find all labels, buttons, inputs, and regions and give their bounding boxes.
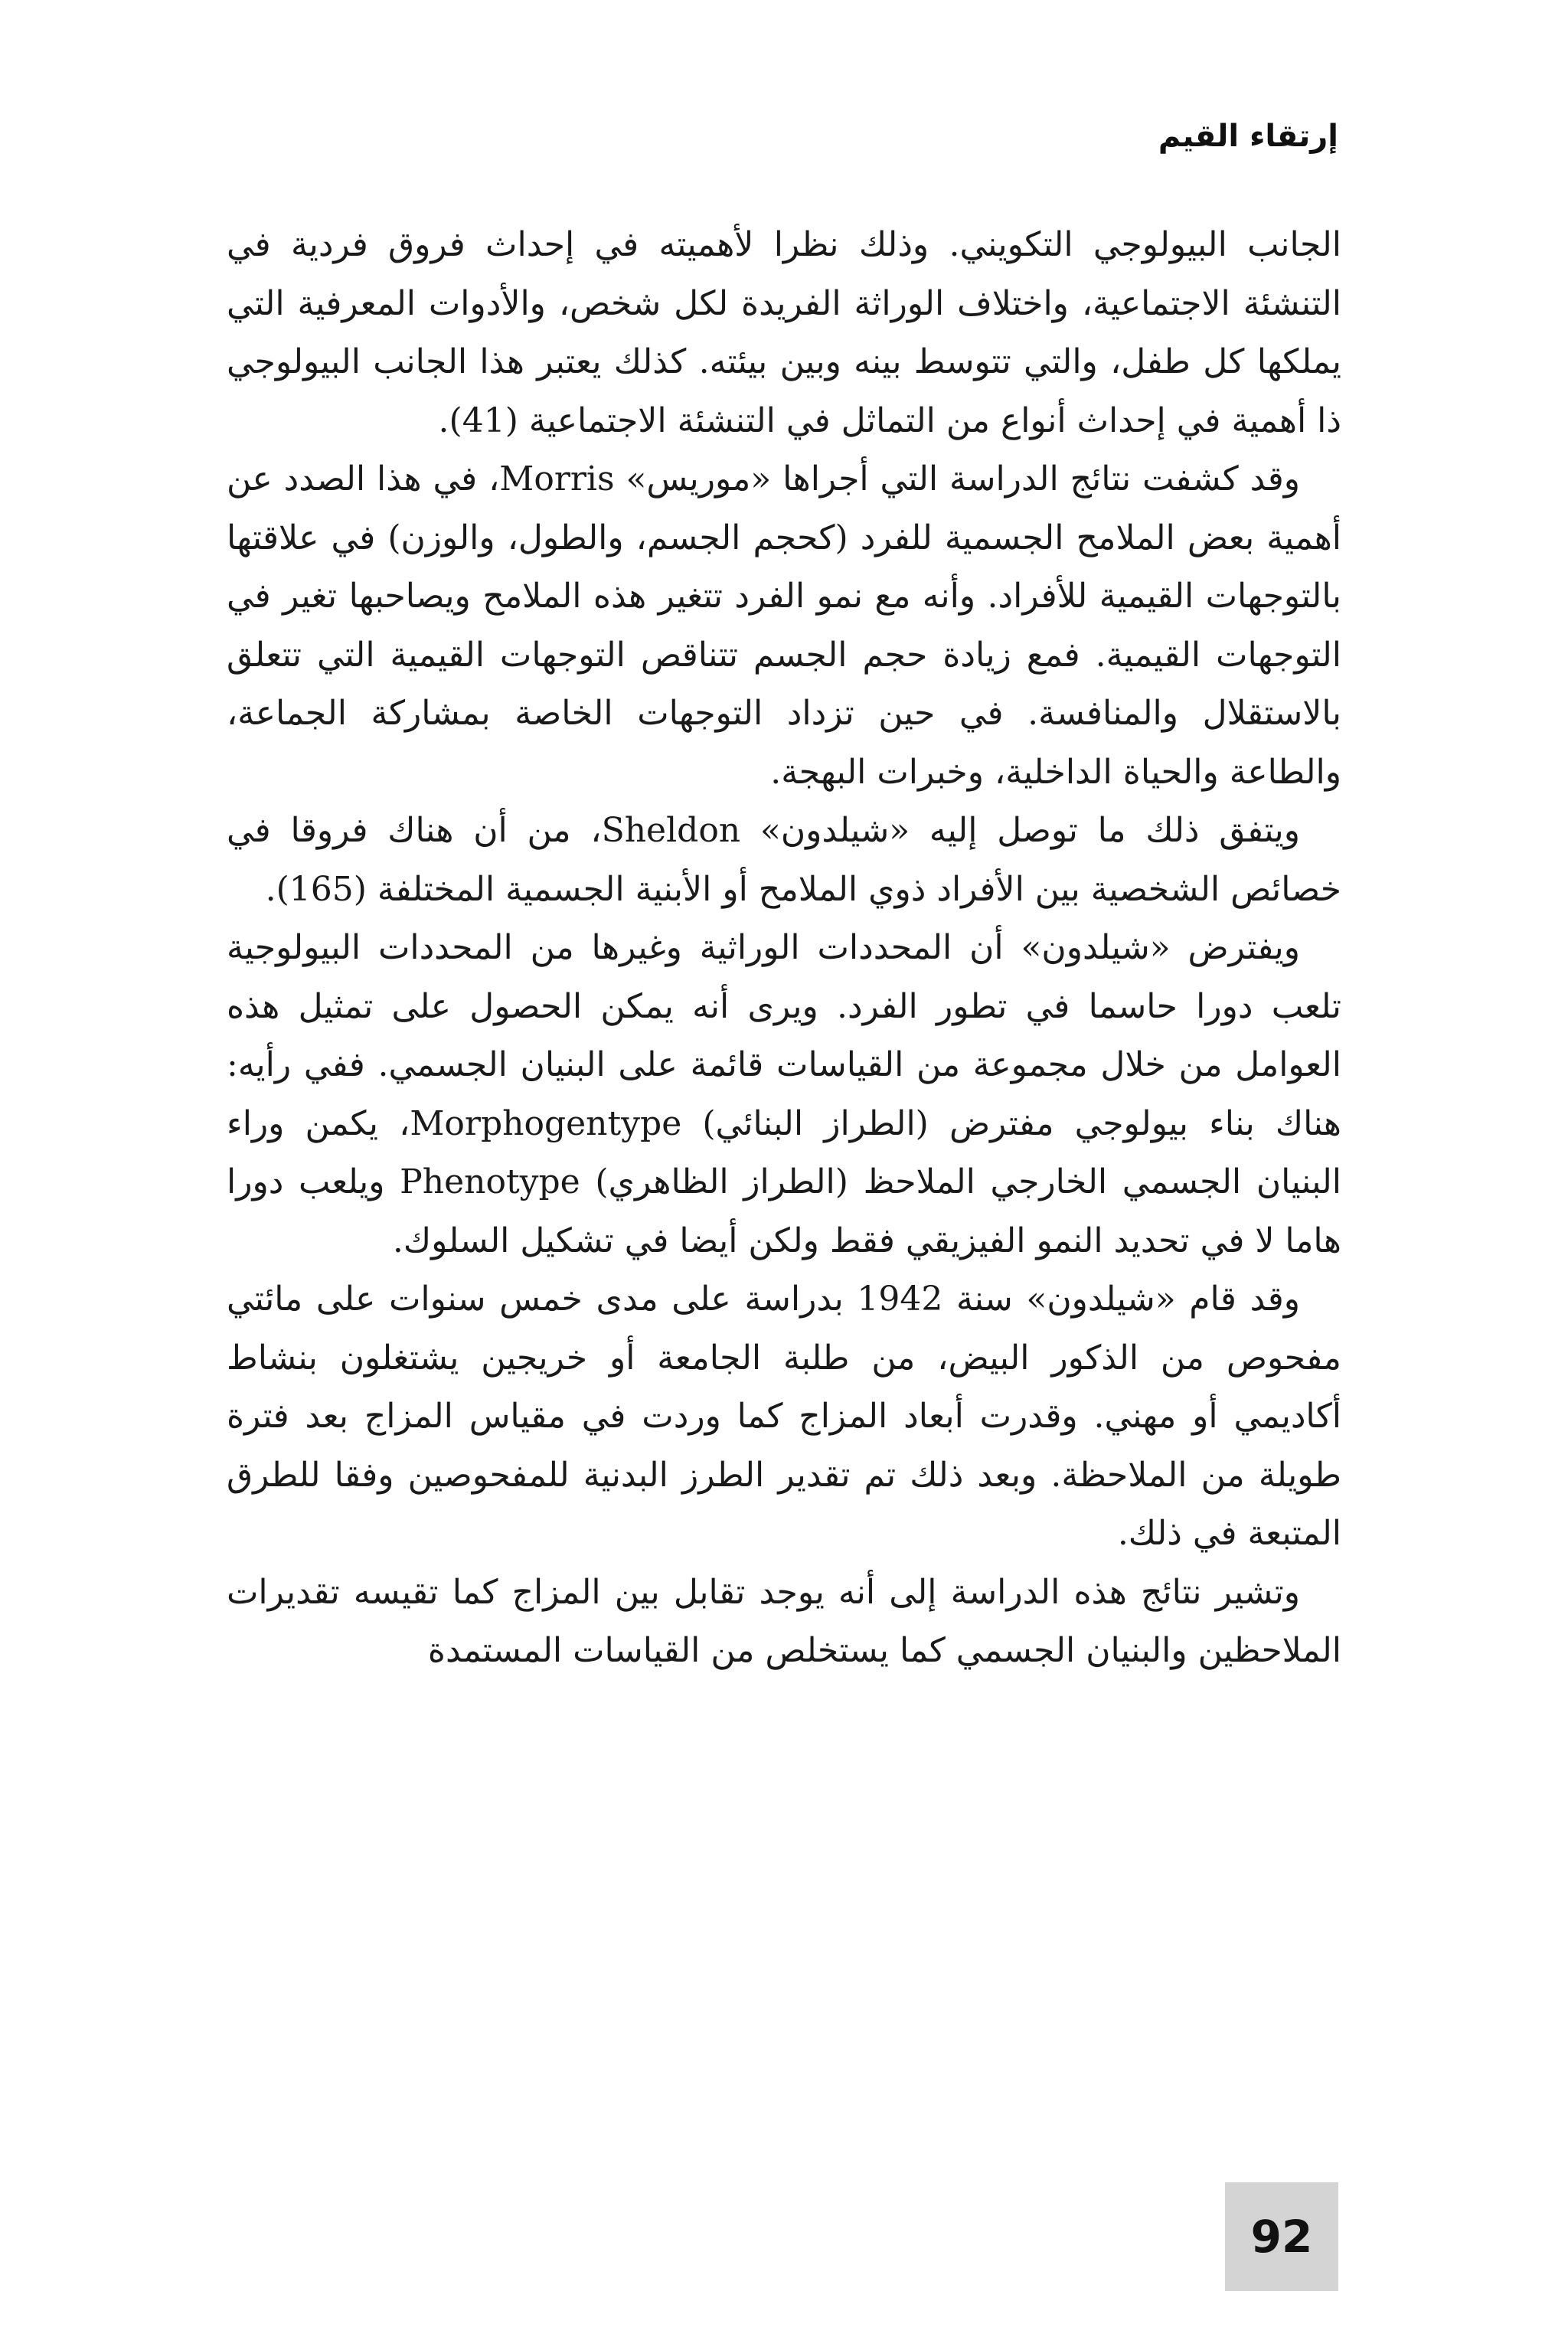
page-number: 92	[1250, 2211, 1313, 2263]
paragraph-3: ويتفق ذلك ما توصل إليه «شيلدون» Sheldon، من أن هناك فروقا في خصائص الشخصية بين الأفراد ذوي الملامح أو الأبنية الجسمية المختلفة (165).	[227, 811, 1341, 909]
paragraph-2: وقد كشفت نتائج الدراسة التي أجراها «موريس» Morris، في هذا الصدد عن أهمية بعض الملامح الجسمية للفرد (كحجم الجسم، والطول، والوزن) في علاقتها بالتوجهات القيمية للأفراد. وأنه مع نمو الفرد تتغير هذه الملامح ويصاحبها تغير في التوجهات القيمية. فمع زيادة حجم الجسم تتناقص التوجهات القيمية التي تتعلق بالاستقلال والمنافسة. في حين تزداد التوجهات الخاصة بمشاركة الجماعة، والطاعة والحياة الداخلية، وخبرات البهجة.	[227, 459, 1341, 792]
paragraph-4: ويفترض «شيلدون» أن المحددات الوراثية وغيرها من المحددات البيولوجية تلعب دورا حاسما في تطور الفرد. ويرى أنه يمكن الحصول على تمثيل هذه العوامل من خلال مجموعة من القياسات قائمة على البنيان الجسمي. ففي رأيه: هناك بناء بيولوجي مفترض (الطراز البنائي) Morphogentype، يكمن وراء البنيان الجسمي الخارجي الملاحظ (الطراز الظاهري) Phenotype ويلعب دورا هاما لا في تحديد النمو الفيزيقي فقط ولكن أيضا في تشكيل السلوك.	[227, 928, 1342, 1260]
paragraph-5: وقد قام «شيلدون» سنة 1942 بدراسة على مدى خمس سنوات على مائتي مفحوص من الذكور البيض، من طلبة الجامعة أو خريجين يشتغلون بنشاط أكاديمي أو مهني. وقدرت أبعاد المزاج كما وردت في مقياس المزاج بعد فترة طويلة من الملاحظة. وبعد ذلك تم تقدير الطرز البدنية للمفحوصين وفقا للطرق المتبعة في ذلك.	[227, 1280, 1341, 1553]
paragraph-1: الجانب البيولوجي التكويني. وذلك نظرا لأهميته في إحداث فروق فردية في التنشئة الاجتماعية، واختلاف الوراثة الفريدة لكل شخص، والأدوات المعرفية التي يملكها كل طفل، والتي تتوسط بينه وبين بيئته. كذلك يعتبر هذا الجانب البيولوجي ذا أهمية في إحداث أنواع من التماثل في التنشئة الاجتماعية (41).	[227, 225, 1341, 440]
body-text	[227, 216, 1341, 1681]
page-number-box	[1225, 2182, 1338, 2291]
running-header-title: إرتقاء القيم	[1158, 119, 1338, 154]
paragraph-6: وتشير نتائج هذه الدراسة إلى أنه يوجد تقابل بين المزاج كما تقيسه تقديرات الملاحظين والبنيان الجسمي كما يستخلص من القياسات المستمدة	[227, 1572, 1341, 1670]
